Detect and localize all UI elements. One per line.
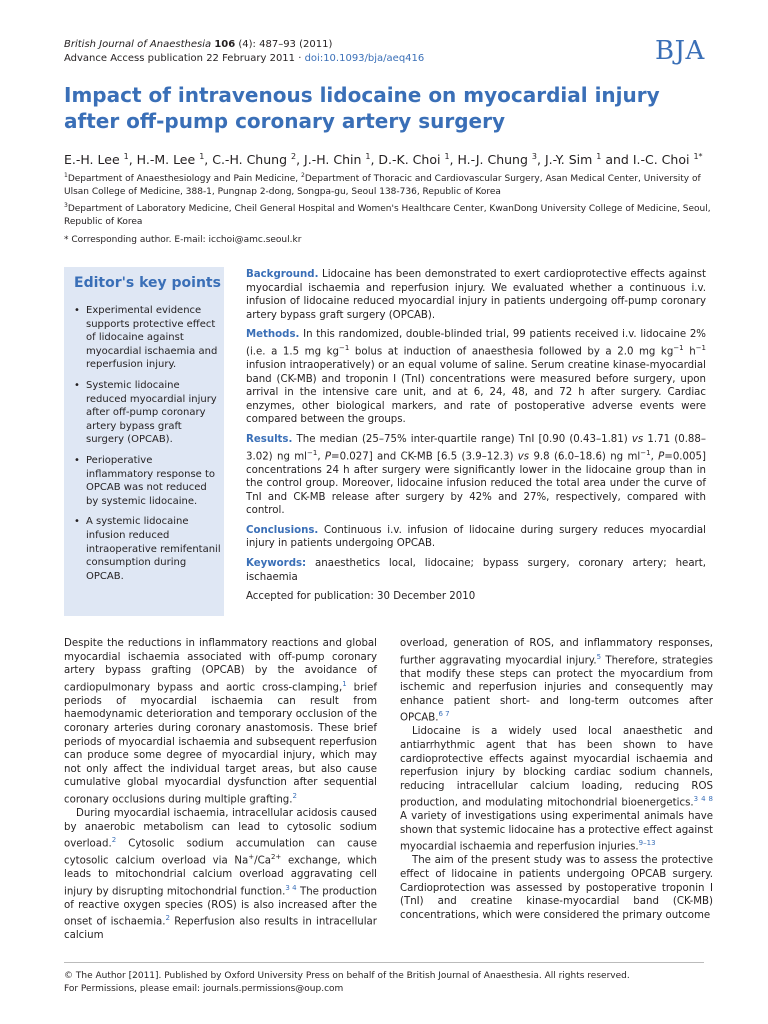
footer-divider	[64, 962, 704, 963]
article-title: Impact of intravenous lidocaine on myocardial injury after off-pump coronary artery surgery	[64, 83, 660, 133]
abstract-methods: Methods. In this randomized, double-blinded trial, 99 patients received i.v. lidocaine 2% (i.e. a 1.5 mg $kg^{-1}$ bolus at induction of anaesthesia followed by a 2.0 mg $kg^{-1}$ $h^{-1}$ infusion intraoperatively) or an equal volume of saline. Serum creatine kinase-myocardial band (CK-MB) and troponin I (TnI) concentrations were measured before surgery, upon arrival in the intensive care unit, and at 6, 24, 48, and 72 h after surgery. Cardiac enzymes, other biological markers, and rate of postoperative adverse events were compared between the groups.	[246, 329, 706, 426]
author: J.-H. Chin $^1$	[304, 152, 371, 168]
copyright-line: © The Author [2011]. Published by Oxford University Press on behalf of the British Journal of Anaesthesia. All rights reserved.	[64, 971, 630, 981]
key-point: • Experimental evidence supports protective effect of lidocaine against myocardial ischaemia and reperfusion injury.	[70, 304, 222, 372]
author: D.-K. Choi $^1$	[378, 152, 450, 168]
key-points-list	[70, 304, 222, 590]
body-paragraph: overload, generation of ROS, and inflammatory responses, further aggravating myocardial injury.$^5$ Therefore, strategies that modify these steps can protect the myocardium from ischemic and reperfusion injuries and consequently may enhance patient short- and long-term outcomes after OPCAB.$^{6 7}$	[400, 638, 713, 724]
affiliation-3: $^3$Department of Laboratory Medicine, Cheil General Hospital and Women's Healthcare Center, KwanDong University College of Medicine, Seoul, Republic of Korea	[64, 202, 711, 227]
author: H.-M. Lee $^1$	[136, 152, 205, 168]
corresponding-author: * Corresponding author. E-mail: icchoi@amc.seoul.kr	[64, 235, 302, 245]
copyright-footer	[64, 970, 630, 996]
affiliation-1-2: $^1$Department of Anaesthesiology and Pain Medicine, $^2$Department of Thoracic and Cardiovascular Surgery, Asan Medical Center, University of Ulsan College of Medicine, 388-1, Pungnap 2-dong, Songpa-gu, Seoul 138-736, Republic of Korea	[64, 172, 701, 197]
body-column-left	[64, 637, 377, 943]
body-column-right	[400, 637, 713, 922]
body-paragraph: Lidocaine is a widely used local anaesthetic and antiarrhythmic agent that has been shown to have cardioprotective effects against myocardial ischaemia and reperfusion injury by blocking cardiac sodium channels, reducing intracellular calcium loading, reducing ROS production, and modulating mitochondrial bioenergetics.$^{3 4 8}$ A variety of investigations using experimental animals have shown that systemic lidocaine has a protective effect against myocardial ischaemia and reperfusion injuries.$^{9-13}$	[400, 726, 713, 853]
author-list: E.-H. Lee $^1$, H.-M. Lee $^1$, C.-H. Chung $^2$, J.-H. Chin $^1$, D.-K. Choi $^1$, H.-J. Chung $^3$, J.-Y. Sim $^1$ and I.-C. Choi $^{1*}$	[64, 152, 703, 168]
abstract-background: Background. Lidocaine has been demonstrated to exert cardioprotective effects against myocardial ischaemia and reperfusion injury. We evaluated whether a continuous i.v. infusion of lidocaine reduced myocardial injury in patients undergoing off-pump coronary artery bypass graft surgery (OPCAB).	[246, 269, 706, 321]
key-point: • A systemic lidocaine infusion reduced intraoperative remifentanil consumption during OPCAB.	[70, 515, 222, 583]
author: C.-H. Chung $^2$	[212, 152, 297, 168]
key-points-title: Editor's key points	[74, 275, 221, 291]
author: H.-J. Chung $^3$	[457, 152, 537, 168]
citation-ref[interactable]: 3 4 8	[693, 795, 713, 804]
abstract	[246, 268, 706, 610]
body-paragraph: The aim of the present study was to assess the protective effect of lidocaine in patients undergoing OPCAB surgery. Cardioprotection was assessed by postoperative troponin I (TnI) and creatine kinase-myocardial band (CK-MB) concentrations, which were considered the primary outcome	[400, 855, 713, 921]
citation-ref[interactable]: 2	[111, 836, 117, 845]
doi-link[interactable]: doi:10.1093/bja/aeq416	[304, 53, 425, 64]
journal-volume: 106	[214, 39, 236, 50]
journal-issue: (4): 487–93 (2011)	[238, 39, 333, 50]
author: J.-Y. Sim $^1$	[544, 152, 602, 168]
citation-ref[interactable]: 9–13	[638, 839, 656, 848]
journal-logo: BJA	[655, 36, 705, 66]
accepted-date: Accepted for publication: 30 December 2010	[246, 591, 476, 603]
citation-ref[interactable]: 3 4	[285, 883, 297, 892]
citation-ref[interactable]: 6 7	[438, 710, 450, 719]
author: E.-H. Lee $^1$	[64, 152, 129, 168]
citation-ref[interactable]: 2	[165, 914, 171, 923]
abstract-conclusions: Conclusions. Continuous i.v. infusion of lidocaine during surgery reduces myocardial injury in patients undergoing OPCAB.	[246, 524, 706, 550]
access-date: Advance Access publication 22 February 2011 ·	[64, 53, 302, 64]
body-paragraph: Despite the reductions in inflammatory reactions and global myocardial ischaemia associated with off-pump coronary artery bypass grafting (OPCAB) by the avoidance of cardiopulmonary bypass and aortic cross-clamping,$^1$ brief periods of myocardial ischaemia can result from haemodynamic deterioration and temporary occlusion of the coronary arteries during coronary anastomosis. These brief periods of myocardial ischaemia and subsequent reperfusion can produce some degree of myocardial injury, which may not only affect the individual target areas, but also cause cumulative global myocardial dysfunction after sequential coronary occlusions during multiple grafting.$^2$	[64, 638, 378, 806]
key-point: • Perioperative inflammatory response to OPCAB was not reduced by systemic lidocaine.	[70, 454, 222, 508]
citation-ref[interactable]: 2	[292, 791, 297, 800]
journal-header	[64, 38, 424, 66]
abstract-results: Results. The median (25–75% inter-quartile range) TnI [0.90 (0.43–1.81) vs 1.71 (0.88–3.02) ng $ml^{-1}$, P=0.027] and CK-MB [6.5 (3.9–12.3) vs 9.8 (6.0–18.6) ng $ml^{-1}$, P=0.005] concentrations 24 h after surgery were significantly lower in the lidocaine group than in the control group. Moreover, lidocaine infusion reduced the total area under the curve of TnI and CK-MB release after surgery by 42% and 27%, respectively, compared with control.	[246, 433, 706, 517]
key-point: • Systemic lidocaine reduced myocardial injury after off-pump coronary artery bypass graft surgery (OPCAB).	[70, 379, 222, 447]
body-paragraph: During myocardial ischaemia, intracellular acidosis caused by anaerobic metabolism can lead to cytosolic sodium overload.$^2$ Cytosolic sodium accumulation can cause cytosolic calcium overload via $Na^+/Ca^{2+}$ exchange, which leads to mitochondrial calcium overload aggravating cell injury by disrupting mitochondrial function.$^{3 4}$ The production of reactive oxygen species (ROS) is also increased after the onset of ischaemia.$^2$ Reperfusion also results in intracellular calcium	[64, 807, 377, 942]
abstract-keywords: Keywords: anaesthetics local, lidocaine; bypass surgery, coronary artery; heart, ischaemia	[246, 558, 706, 583]
affiliations	[64, 170, 724, 230]
permissions-line: For Permissions, please email: journals.permissions@oup.com	[64, 984, 344, 994]
citation-ref[interactable]: 1	[342, 679, 347, 688]
citation-ref[interactable]: 5	[596, 652, 602, 661]
author: I.-C. Choi $^{1*}$	[632, 152, 703, 168]
journal-name: British Journal of Anaesthesia	[64, 39, 212, 50]
